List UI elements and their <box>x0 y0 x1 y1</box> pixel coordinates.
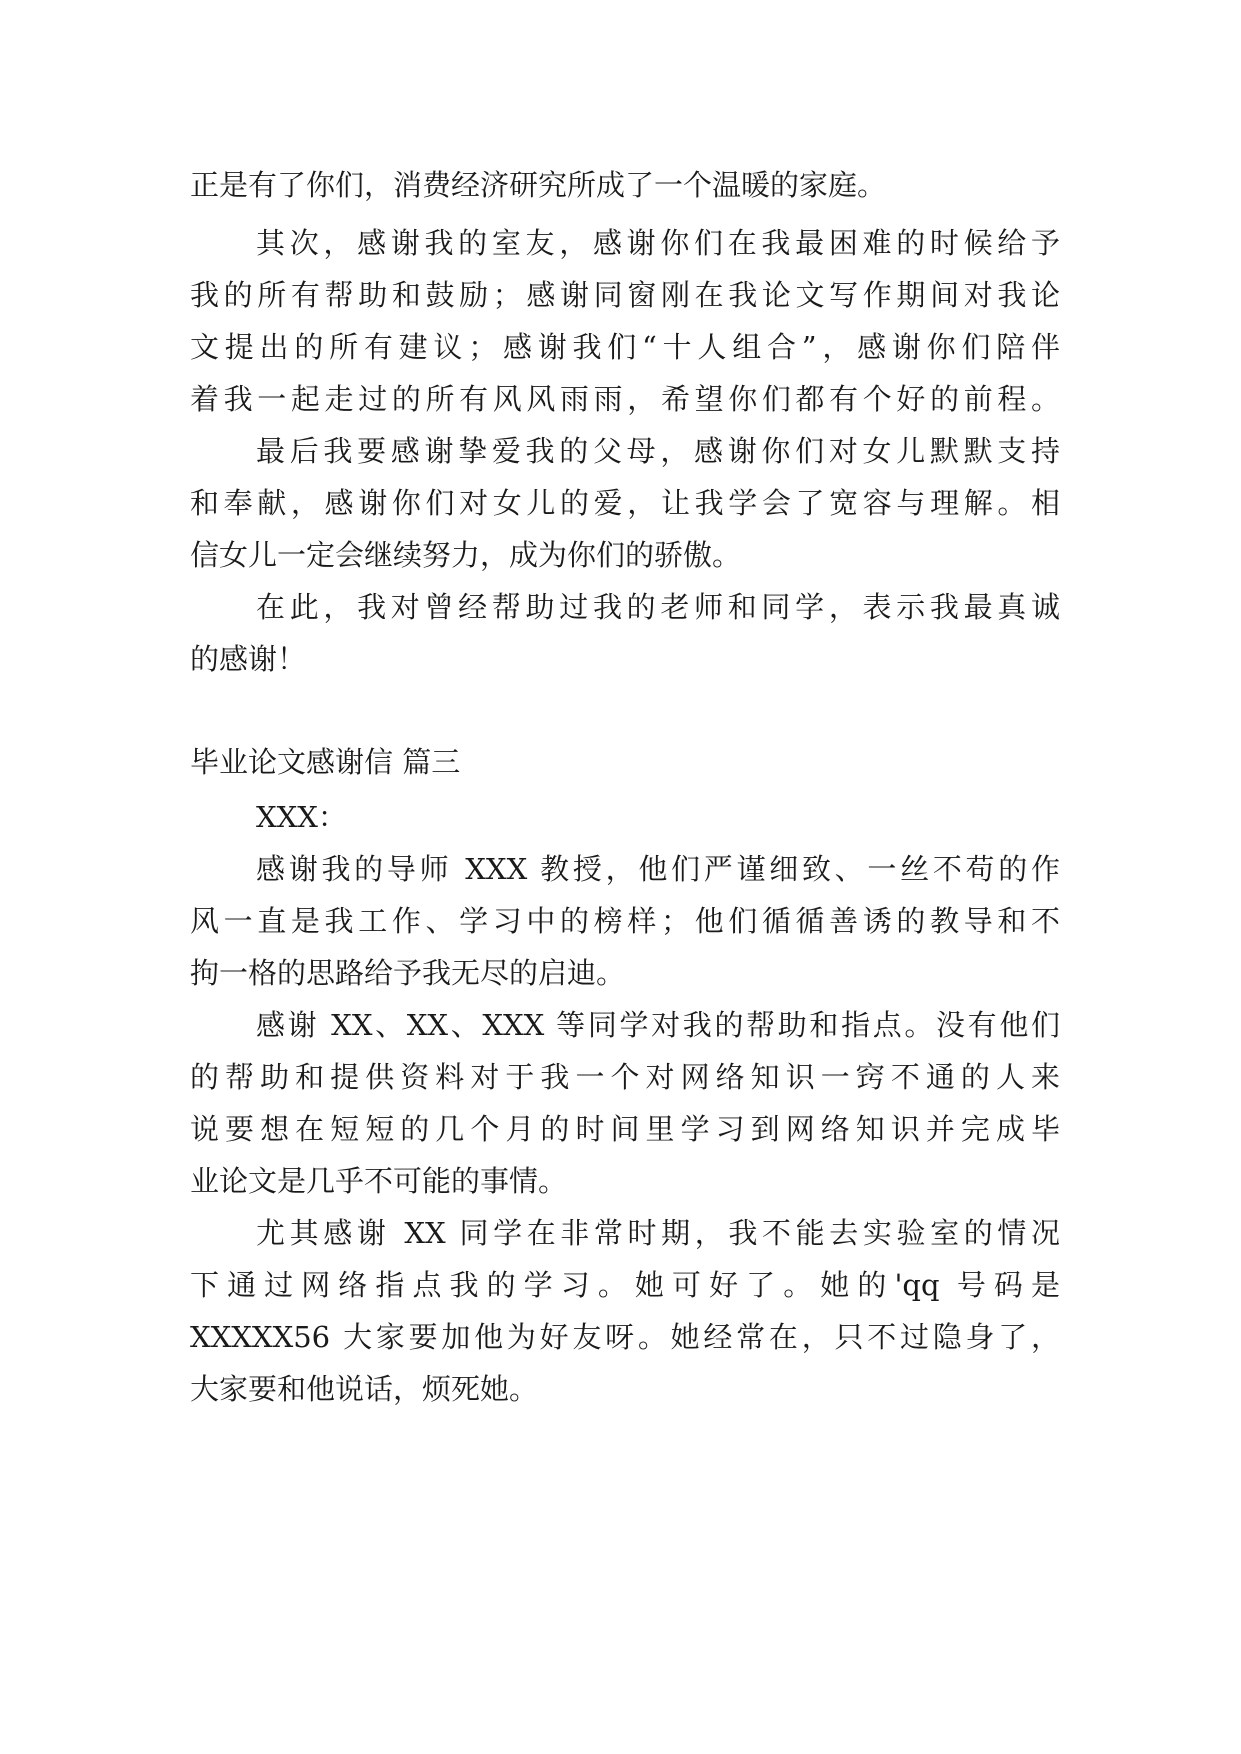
paragraph-line: 信女儿一定会继续努力，成为你们的骄傲。 <box>190 538 742 572</box>
paragraph-line: 业论文是几乎不可能的事情。 <box>190 1164 568 1198</box>
paragraph-line: 和奉献，感谢你们对女儿的爱，让我学会了宽容与理解。相 <box>190 486 1060 520</box>
paragraph-line: 感谢 XX、XX、XXX 等同学对我的帮助和指点。没有他们 <box>256 1008 1060 1042</box>
paragraph-line: 说要想在短短的几个月的时间里学习到网络知识并完成毕 <box>190 1112 1060 1146</box>
paragraph-line: 拘一格的思路给予我无尽的启迪。 <box>190 956 626 990</box>
paragraph-line: 其次，感谢我的室友，感谢你们在我最困难的时候给予 <box>256 226 1060 260</box>
paragraph-line: 正是有了你们，消费经济研究所成了一个温暖的家庭。 <box>190 168 887 202</box>
salutation: XXX： <box>256 800 347 834</box>
paragraph-line: 的帮助和提供资料对于我一个对网络知识一窍不通的人来 <box>190 1060 1060 1094</box>
paragraph-line: 大家要和他说话，烦死她。 <box>190 1372 539 1406</box>
paragraph-line: 的感谢！ <box>190 642 307 676</box>
paragraph-line: 尤其感谢 XX 同学在非常时期，我不能去实验室的情况 <box>256 1216 1060 1250</box>
paragraph-line: 最后我要感谢挚爱我的父母，感谢你们对女儿默默支持 <box>256 434 1060 468</box>
paragraph-line: 下通过网络指点我的学习。她可好了。她的'qq 号码是 <box>190 1268 1060 1302</box>
paragraph-line: 在此，我对曾经帮助过我的老师和同学，表示我最真诚 <box>256 590 1060 624</box>
section-title: 毕业论文感谢信 篇三 <box>190 745 461 779</box>
paragraph-line: XXXXX56 大家要加他为好友呀。她经常在，只不过隐身了， <box>190 1320 1060 1354</box>
paragraph-line: 感谢我的导师 XXX 教授，他们严谨细致、一丝不苟的作 <box>256 852 1060 886</box>
paragraph-line: 我的所有帮助和鼓励；感谢同窗刚在我论文写作期间对我论 <box>190 278 1060 312</box>
paragraph-line: 风一直是我工作、学习中的榜样；他们循循善诱的教导和不 <box>190 904 1060 938</box>
paragraph-line: 文提出的所有建议；感谢我们“十人组合”，感谢你们陪伴 <box>190 330 1060 364</box>
paragraph-line: 着我一起走过的所有风风雨雨，希望你们都有个好的前程。 <box>190 382 1060 416</box>
